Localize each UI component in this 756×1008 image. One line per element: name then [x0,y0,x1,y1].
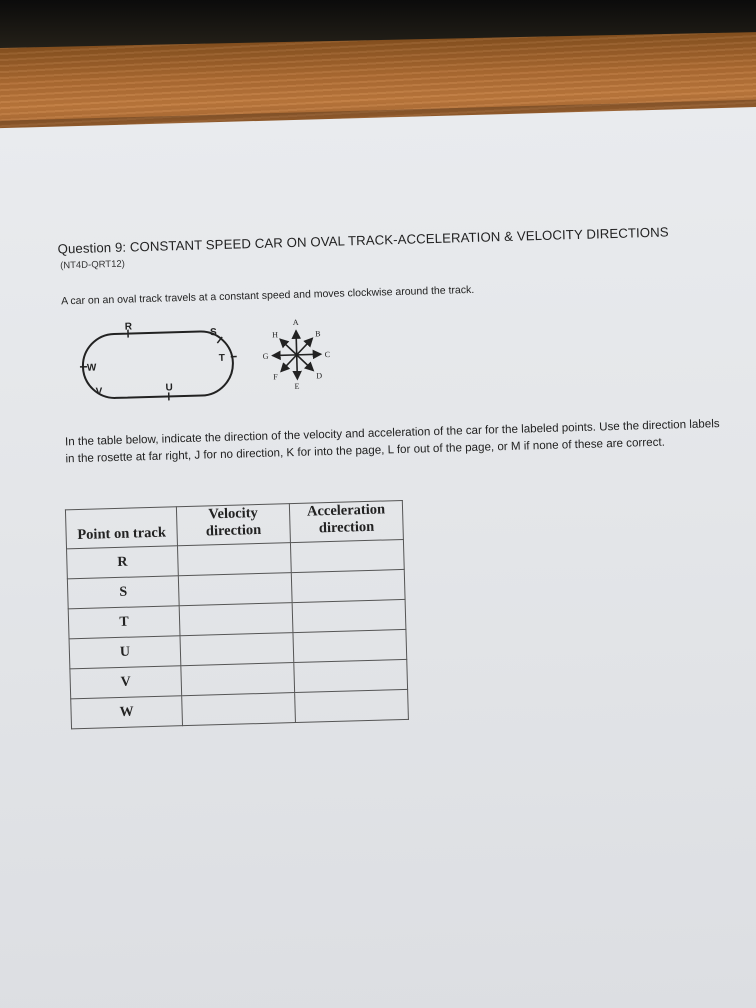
velocity-cell-t[interactable] [179,603,293,636]
oval-track-diagram [72,316,254,411]
question-code: (NT4D-QRT12) [59,258,126,272]
velocity-cell-s[interactable] [178,573,292,606]
instructions-text: In the table below, indicate the direction of the velocity and acceleration of the car for the labeled points. Use the direction labels in the rosette at far right, J for no direction, K for into the page, L for out of the page, or M if none of these are correct. [64,417,720,466]
row-label-t: T [68,606,180,639]
rosette-label-b: B [314,329,321,339]
track-label-u: U [165,382,173,394]
header-point-on-track: Point on track [65,507,177,549]
track-label-v: V [95,386,103,398]
acceleration-cell-r[interactable] [290,539,404,572]
arrow-b [296,338,312,354]
acceleration-cell-w[interactable] [295,689,409,722]
arrow-f [281,355,297,371]
arrow-d [297,354,313,370]
arrow-e [297,355,298,379]
acceleration-cell-v[interactable] [294,659,408,692]
row-label-v: V [70,666,182,699]
rosette-label-e: E [294,381,300,391]
direction-rosette [247,309,349,402]
oval-track [82,331,234,399]
arrow-g [273,355,297,356]
acceleration-cell-t[interactable] [292,599,406,632]
velocity-cell-r[interactable] [177,543,291,576]
track-label-w: W [86,362,97,374]
acceleration-cell-u[interactable] [293,629,407,662]
arrow-a [296,331,297,355]
rosette-label-f: F [273,372,278,382]
question-title: Question 9: CONSTANT SPEED CAR ON OVAL TRACK-ACCELERATION & VELOCITY DIRECTIONS [57,224,669,257]
row-label-r: R [67,546,179,579]
rosette-label-c: C [324,349,331,360]
track-label-r: R [124,321,133,333]
velocity-cell-u[interactable] [180,633,294,666]
acceleration-cell-s[interactable] [291,569,405,602]
rosette-label-h: H [272,330,279,340]
header-velocity-direction: Velocity direction [176,504,290,546]
velocity-cell-v[interactable] [181,663,295,696]
track-label-s: S [209,327,217,339]
arrow-c [297,354,321,355]
row-label-s: S [67,576,179,609]
row-label-w: W [71,696,183,729]
arrow-h [280,339,296,355]
answer-table [65,500,409,729]
track-label-t: T [218,352,226,365]
rosette-label-g: G [262,351,269,361]
velocity-cell-w[interactable] [182,693,296,726]
row-label-u: U [69,636,181,669]
header-acceleration-direction: Acceleration direction [289,500,403,542]
rosette-label-d: D [316,371,323,381]
question-description: A car on an oval track travels at a constant speed and moves clockwise around the track. [60,283,475,308]
rosette-label-a: A [292,317,299,327]
